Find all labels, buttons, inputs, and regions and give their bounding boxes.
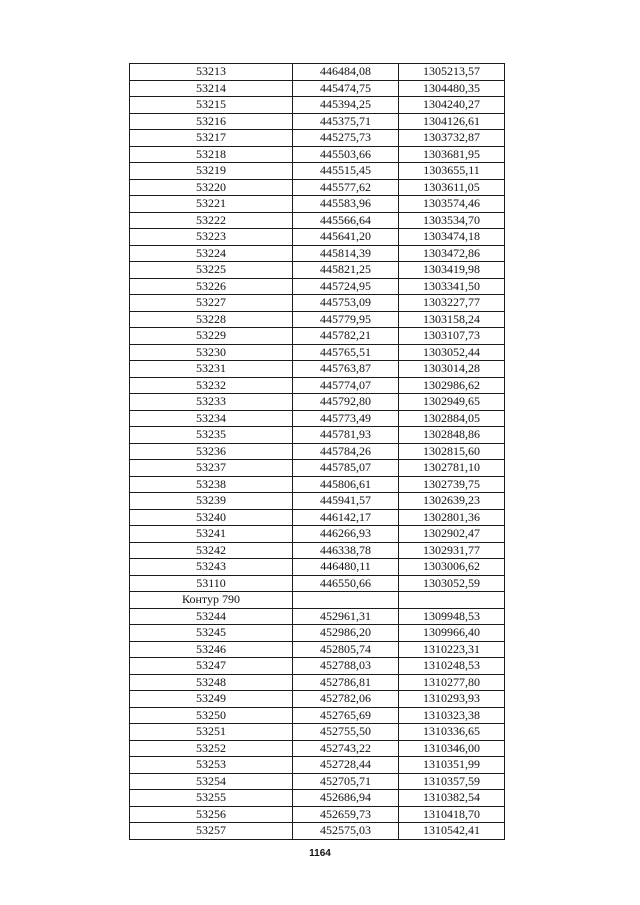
y-coordinate-cell: 1304240,27	[399, 97, 505, 114]
point-id-cell: 53216	[130, 113, 293, 130]
section-title-cell: Контур 790	[130, 592, 293, 609]
point-id-cell: 53217	[130, 130, 293, 147]
x-coordinate-cell: 445724,95	[293, 278, 399, 295]
x-coordinate-cell: 452728,44	[293, 757, 399, 774]
table-row	[130, 262, 505, 279]
table-row	[130, 509, 505, 526]
x-coordinate-cell: 445765,51	[293, 344, 399, 361]
y-coordinate-cell: 1310346,00	[399, 740, 505, 757]
table-row	[130, 460, 505, 477]
table-row	[130, 295, 505, 312]
y-coordinate-cell: 1302848,86	[399, 427, 505, 444]
point-id-cell: 53247	[130, 658, 293, 675]
point-id-cell: 53231	[130, 361, 293, 378]
y-coordinate-cell: 1303472,86	[399, 245, 505, 262]
point-id-cell: 53222	[130, 212, 293, 229]
y-coordinate-cell: 1310351,99	[399, 757, 505, 774]
point-id-cell: 53224	[130, 245, 293, 262]
table-row	[130, 625, 505, 642]
point-id-cell: 53251	[130, 724, 293, 741]
x-coordinate-cell: 452782,06	[293, 691, 399, 708]
y-coordinate-cell: 1302884,05	[399, 410, 505, 427]
y-coordinate-cell: 1309948,53	[399, 608, 505, 625]
x-coordinate-cell: 452805,74	[293, 641, 399, 658]
point-id-cell: 53237	[130, 460, 293, 477]
x-coordinate-cell: 445394,25	[293, 97, 399, 114]
table-row	[130, 773, 505, 790]
table-row	[130, 311, 505, 328]
y-coordinate-cell: 1310293,93	[399, 691, 505, 708]
x-coordinate-cell: 445785,07	[293, 460, 399, 477]
table-row	[130, 377, 505, 394]
table-row	[130, 97, 505, 114]
y-coordinate-cell: 1303534,70	[399, 212, 505, 229]
y-coordinate-cell: 1303474,18	[399, 229, 505, 246]
point-id-cell: 53215	[130, 97, 293, 114]
y-coordinate-cell: 1302639,23	[399, 493, 505, 510]
point-id-cell: 53248	[130, 674, 293, 691]
y-coordinate-cell: 1302902,47	[399, 526, 505, 543]
x-coordinate-cell: 445753,09	[293, 295, 399, 312]
x-coordinate-cell: 452705,71	[293, 773, 399, 790]
point-id-cell: 53252	[130, 740, 293, 757]
table-row	[130, 443, 505, 460]
point-id-cell: 53255	[130, 790, 293, 807]
x-coordinate-cell: 446338,78	[293, 542, 399, 559]
table-row	[130, 229, 505, 246]
point-id-cell: 53219	[130, 163, 293, 180]
point-id-cell: 53227	[130, 295, 293, 312]
x-coordinate-cell: 452961,31	[293, 608, 399, 625]
y-coordinate-cell: 1304480,35	[399, 80, 505, 97]
point-id-cell: 53242	[130, 542, 293, 559]
y-coordinate-cell: 1303681,95	[399, 146, 505, 163]
y-coordinate-cell: 1302949,65	[399, 394, 505, 411]
y-coordinate-cell: 1302815,60	[399, 443, 505, 460]
x-coordinate-cell: 445577,62	[293, 179, 399, 196]
point-id-cell: 53232	[130, 377, 293, 394]
y-coordinate-cell: 1310277,80	[399, 674, 505, 691]
table-row	[130, 64, 505, 81]
x-coordinate-cell: 445782,21	[293, 328, 399, 345]
table-row	[130, 427, 505, 444]
table-row	[130, 245, 505, 262]
y-coordinate-cell: 1302931,77	[399, 542, 505, 559]
x-coordinate-cell: 445375,71	[293, 113, 399, 130]
point-id-cell: 53253	[130, 757, 293, 774]
page-number: 1164	[309, 848, 331, 859]
table-row	[130, 212, 505, 229]
x-coordinate-cell: 452755,50	[293, 724, 399, 741]
table-row	[130, 196, 505, 213]
point-id-cell: 53234	[130, 410, 293, 427]
table-row	[130, 526, 505, 543]
x-coordinate-cell: 445583,96	[293, 196, 399, 213]
y-coordinate-cell: 1303107,73	[399, 328, 505, 345]
x-coordinate-cell: 445503,66	[293, 146, 399, 163]
y-coordinate-cell: 1310382,54	[399, 790, 505, 807]
table-section-row	[130, 592, 505, 609]
table-row	[130, 806, 505, 823]
y-coordinate-cell: 1302986,62	[399, 377, 505, 394]
x-coordinate-cell: 446550,66	[293, 575, 399, 592]
x-coordinate-cell: 445781,93	[293, 427, 399, 444]
table-row	[130, 344, 505, 361]
table-row	[130, 361, 505, 378]
table-row	[130, 328, 505, 345]
y-coordinate-cell: 1302781,10	[399, 460, 505, 477]
x-coordinate-cell: 445515,45	[293, 163, 399, 180]
table-row	[130, 658, 505, 675]
x-coordinate-cell: 446484,08	[293, 64, 399, 81]
point-id-cell: 53218	[130, 146, 293, 163]
x-coordinate-cell: 445641,20	[293, 229, 399, 246]
point-id-cell: 53245	[130, 625, 293, 642]
y-coordinate-cell: 1303158,24	[399, 311, 505, 328]
table-row	[130, 410, 505, 427]
y-coordinate-cell: 1302801,36	[399, 509, 505, 526]
point-id-cell: 53240	[130, 509, 293, 526]
coordinates-table-body	[130, 64, 505, 840]
table-row	[130, 542, 505, 559]
point-id-cell: 53243	[130, 559, 293, 576]
point-id-cell: 53244	[130, 608, 293, 625]
y-coordinate-cell: 1310223,31	[399, 641, 505, 658]
table-row	[130, 790, 505, 807]
y-coordinate-cell: 1303732,87	[399, 130, 505, 147]
point-id-cell: 53228	[130, 311, 293, 328]
y-coordinate-cell: 1310418,70	[399, 806, 505, 823]
y-coordinate-cell: 1303341,50	[399, 278, 505, 295]
x-coordinate-cell: 446142,17	[293, 509, 399, 526]
x-coordinate-cell: 445792,80	[293, 394, 399, 411]
table-row	[130, 163, 505, 180]
y-coordinate-cell: 1310336,65	[399, 724, 505, 741]
point-id-cell: 53239	[130, 493, 293, 510]
x-coordinate-cell: 452765,69	[293, 707, 399, 724]
x-coordinate-cell: 452788,03	[293, 658, 399, 675]
table-row	[130, 575, 505, 592]
x-coordinate-cell: 445821,25	[293, 262, 399, 279]
point-id-cell: 53246	[130, 641, 293, 658]
point-id-cell: 53225	[130, 262, 293, 279]
x-coordinate-cell: 452575,03	[293, 823, 399, 840]
point-id-cell: 53238	[130, 476, 293, 493]
x-coordinate-cell: 452986,20	[293, 625, 399, 642]
x-coordinate-cell: 445566,64	[293, 212, 399, 229]
y-coordinate-cell: 1310323,38	[399, 707, 505, 724]
x-coordinate-cell: 445474,75	[293, 80, 399, 97]
table-row	[130, 757, 505, 774]
y-coordinate-cell: 1303014,28	[399, 361, 505, 378]
table-row	[130, 394, 505, 411]
table-row	[130, 493, 505, 510]
point-id-cell: 53254	[130, 773, 293, 790]
table-row	[130, 674, 505, 691]
y-coordinate-cell: 1309966,40	[399, 625, 505, 642]
table-row	[130, 641, 505, 658]
table-row	[130, 691, 505, 708]
x-coordinate-cell	[293, 592, 399, 609]
y-coordinate-cell: 1303419,98	[399, 262, 505, 279]
table-row	[130, 707, 505, 724]
table-row	[130, 80, 505, 97]
point-id-cell: 53213	[130, 64, 293, 81]
point-id-cell: 53214	[130, 80, 293, 97]
table-row	[130, 179, 505, 196]
x-coordinate-cell: 445774,07	[293, 377, 399, 394]
point-id-cell: 53233	[130, 394, 293, 411]
x-coordinate-cell: 445814,39	[293, 245, 399, 262]
point-id-cell: 53221	[130, 196, 293, 213]
point-id-cell: 53229	[130, 328, 293, 345]
point-id-cell: 53249	[130, 691, 293, 708]
table-row	[130, 278, 505, 295]
x-coordinate-cell: 445806,61	[293, 476, 399, 493]
y-coordinate-cell: 1310248,53	[399, 658, 505, 675]
point-id-cell: 53226	[130, 278, 293, 295]
y-coordinate-cell: 1305213,57	[399, 64, 505, 81]
point-id-cell: 53241	[130, 526, 293, 543]
y-coordinate-cell: 1303052,44	[399, 344, 505, 361]
coordinates-table	[129, 63, 505, 840]
point-id-cell: 53223	[130, 229, 293, 246]
point-id-cell: 53230	[130, 344, 293, 361]
table-row	[130, 113, 505, 130]
x-coordinate-cell: 452786,81	[293, 674, 399, 691]
y-coordinate-cell	[399, 592, 505, 609]
y-coordinate-cell: 1303006,62	[399, 559, 505, 576]
point-id-cell: 53236	[130, 443, 293, 460]
y-coordinate-cell: 1303611,05	[399, 179, 505, 196]
x-coordinate-cell: 446480,11	[293, 559, 399, 576]
y-coordinate-cell: 1303227,77	[399, 295, 505, 312]
x-coordinate-cell: 452686,94	[293, 790, 399, 807]
table-row	[130, 823, 505, 840]
point-id-cell: 53235	[130, 427, 293, 444]
y-coordinate-cell: 1303574,46	[399, 196, 505, 213]
x-coordinate-cell: 445941,57	[293, 493, 399, 510]
table-row	[130, 146, 505, 163]
y-coordinate-cell: 1304126,61	[399, 113, 505, 130]
table-row	[130, 476, 505, 493]
y-coordinate-cell: 1302739,75	[399, 476, 505, 493]
x-coordinate-cell: 452743,22	[293, 740, 399, 757]
point-id-cell: 53220	[130, 179, 293, 196]
x-coordinate-cell: 445773,49	[293, 410, 399, 427]
y-coordinate-cell: 1310357,59	[399, 773, 505, 790]
x-coordinate-cell: 452659,73	[293, 806, 399, 823]
y-coordinate-cell: 1310542,41	[399, 823, 505, 840]
point-id-cell: 53257	[130, 823, 293, 840]
point-id-cell: 53256	[130, 806, 293, 823]
table-row	[130, 608, 505, 625]
x-coordinate-cell: 445784,26	[293, 443, 399, 460]
point-id-cell: 53250	[130, 707, 293, 724]
y-coordinate-cell: 1303052,59	[399, 575, 505, 592]
table-row	[130, 724, 505, 741]
x-coordinate-cell: 445779,95	[293, 311, 399, 328]
table-row	[130, 740, 505, 757]
y-coordinate-cell: 1303655,11	[399, 163, 505, 180]
x-coordinate-cell: 445275,73	[293, 130, 399, 147]
x-coordinate-cell: 446266,93	[293, 526, 399, 543]
table-row	[130, 559, 505, 576]
table-row	[130, 130, 505, 147]
x-coordinate-cell: 445763,87	[293, 361, 399, 378]
point-id-cell: 53110	[130, 575, 293, 592]
